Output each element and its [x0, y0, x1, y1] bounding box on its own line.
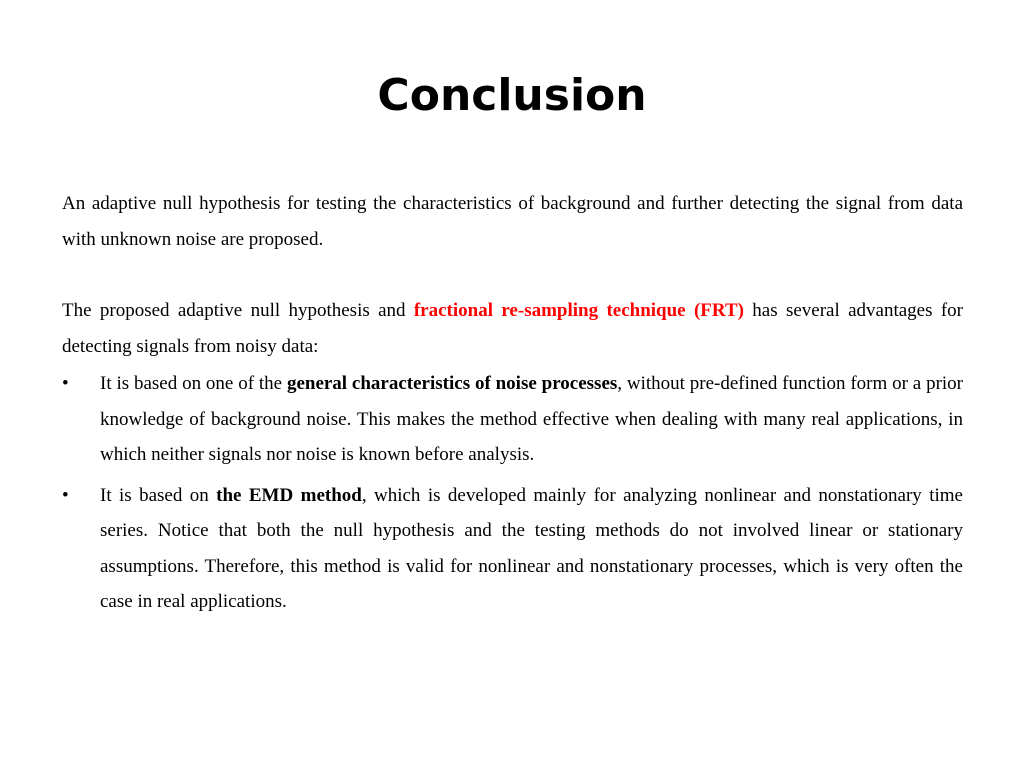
bullet-text-bold: the EMD method	[216, 484, 362, 506]
paragraph-intro	[62, 186, 963, 257]
bullet-noise-characteristics	[62, 366, 963, 473]
bullet-marker: •	[62, 484, 69, 506]
bullet-text-lead: It is based on	[100, 484, 217, 506]
bullet-text-tail: , without pre-defined function form or a prior knowledge of background noise. This makes the method effective when dealing with many real applications, in which neither signals nor noise is known before analysis.	[100, 373, 964, 465]
bullet-marker: •	[62, 373, 69, 394]
bullet-text-lead: It is based on one of the	[100, 373, 287, 394]
paragraph-advantages-lead: The proposed adaptive null hypothesis and	[62, 300, 414, 321]
paragraph-advantages-tail: has several advantages for detecting signals from noisy data:	[62, 300, 963, 357]
paragraph-intro-text: An adaptive null hypothesis for testing the characteristics of background and further detecting the signal from data with unknown noise are proposed.	[62, 193, 963, 250]
paragraph-advantages	[62, 293, 963, 364]
slide-body	[62, 186, 963, 620]
frt-highlight: fractional re-sampling technique (FRT)	[413, 300, 744, 321]
bullet-text-tail: , which is developed mainly for analyzing nonlinear and nonstationary time series. Notice that both the null hypothesis and the testing methods do not involved linear or stationary assumptions. Therefore, this method is valid for nonlinear and nonstationary processes, which is very often the case in real applications.	[100, 484, 963, 612]
bullet-text-bold: general characteristics of noise processes	[286, 373, 618, 394]
bullet-emd-method	[62, 478, 963, 620]
slide-title: Conclusion	[377, 70, 647, 121]
advantages-list	[62, 366, 963, 620]
